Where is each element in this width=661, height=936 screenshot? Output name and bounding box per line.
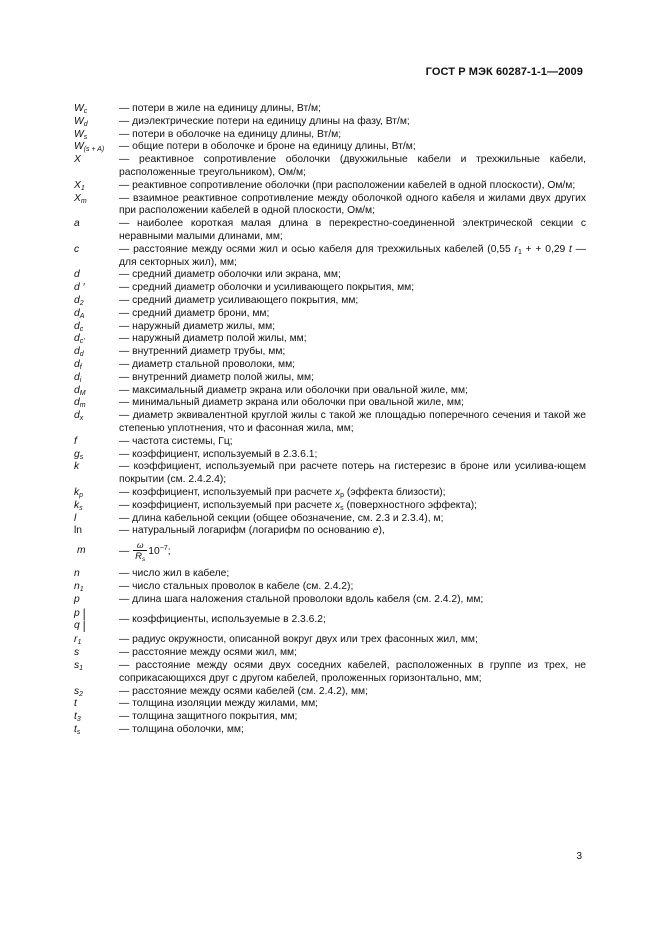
symbol-main: c bbox=[74, 243, 80, 255]
definition-row bbox=[74, 525, 586, 538]
symbol-main: d bbox=[74, 397, 80, 409]
definition-symbol bbox=[74, 487, 119, 500]
symbol-subscript: d bbox=[79, 351, 84, 359]
definition-text: — коэффициент, используемый при расчете $x_s$ (поверхностного эффекта); bbox=[119, 499, 478, 512]
definition-symbol bbox=[74, 724, 119, 737]
definition-symbol bbox=[74, 525, 119, 538]
definition-symbol bbox=[74, 308, 119, 321]
definition-symbol bbox=[74, 141, 119, 154]
definition-text: — наружный диаметр жилы, мм; bbox=[119, 320, 276, 332]
definition-symbol bbox=[74, 372, 119, 385]
symbol-main: m bbox=[77, 545, 86, 557]
definition-symbol bbox=[74, 385, 119, 398]
symbol-subscript: 1 bbox=[80, 184, 85, 192]
definition-row bbox=[74, 372, 586, 385]
symbol-main: l bbox=[74, 512, 77, 524]
symbol-subscript: 1 bbox=[79, 665, 84, 673]
definition-symbol bbox=[74, 513, 119, 526]
definition-text: — расстояние между осями жил и осью кабеля для трехжильных кабелей (0,55 $r_1$ + + 0,29 t — для секторных жил), мм; bbox=[119, 243, 586, 268]
symbol-main: d bbox=[74, 294, 80, 306]
symbol-subscript: f bbox=[79, 363, 82, 371]
symbol-main: d bbox=[74, 333, 80, 345]
definition-row bbox=[74, 321, 586, 334]
symbol-subscript: c bbox=[79, 325, 84, 333]
definition-row bbox=[74, 698, 586, 711]
symbol-subscript: 2 bbox=[79, 299, 84, 307]
definition-symbol bbox=[74, 129, 119, 142]
definition-row bbox=[74, 500, 586, 513]
symbol-main: r bbox=[74, 634, 78, 646]
symbol-main: n bbox=[74, 568, 80, 580]
symbol-subscript: M bbox=[79, 389, 86, 397]
definition-row bbox=[74, 541, 586, 562]
definition-symbol bbox=[74, 154, 119, 167]
definition-text: — число стальных проволок в кабеле (см. 2.4.2); bbox=[119, 580, 354, 592]
definition-symbol bbox=[74, 103, 119, 116]
definition-text: — потери в оболочке на единицу длины, Вт/м; bbox=[119, 128, 342, 140]
symbol-main: d bbox=[74, 384, 80, 396]
definition-row bbox=[74, 449, 586, 462]
definition-text: — частота системы, Гц; bbox=[119, 435, 233, 447]
definition-symbol bbox=[74, 180, 119, 193]
definition-symbol bbox=[74, 698, 119, 711]
definition-row bbox=[74, 244, 586, 270]
definition-symbol bbox=[74, 594, 119, 607]
fraction-numerator: ω bbox=[136, 540, 144, 551]
definition-symbol bbox=[74, 295, 119, 308]
definition-row bbox=[74, 647, 586, 660]
definition-text: — коэффициент, используемый при расчете потерь на гистерезис в броне или усилива-ющем покрытии (см. 2.4.2.4); bbox=[119, 461, 586, 486]
fraction bbox=[133, 541, 147, 562]
symbol-main: W bbox=[74, 103, 84, 114]
definition-row bbox=[74, 295, 586, 308]
definition-text: — $\frac{\omega}{R_s}$ $10^{-7}$; bbox=[119, 540, 171, 564]
definition-text: — число жил в кабеле; bbox=[119, 568, 230, 580]
definition-symbol bbox=[74, 346, 119, 359]
symbol-main: t bbox=[74, 724, 77, 736]
definition-text: — минимальный диаметр экрана или оболочки при овальной жиле, мм; bbox=[119, 397, 464, 409]
definition-text: — средний диаметр брони, мм; bbox=[119, 307, 270, 319]
definition-symbol bbox=[74, 410, 119, 423]
symbol-letter: p bbox=[74, 608, 80, 620]
definition-text: — внутренний диаметр трубы, мм; bbox=[119, 346, 286, 358]
definition-row bbox=[74, 660, 586, 686]
definition-text: — коэффициент, используемый в 2.3.6.1; bbox=[119, 448, 318, 460]
definition-symbol bbox=[74, 581, 119, 594]
symbol-group bbox=[74, 608, 119, 632]
definition-row bbox=[74, 346, 586, 359]
symbol-main: g bbox=[74, 448, 80, 460]
definition-text: — средний диаметр усиливающего покрытия, мм; bbox=[119, 294, 359, 306]
definition-symbol bbox=[74, 116, 119, 129]
symbol-subscript: 2 bbox=[79, 690, 84, 698]
symbol-subscript: 3 bbox=[76, 716, 81, 724]
symbol-main: s bbox=[74, 647, 80, 659]
definition-symbol bbox=[74, 660, 119, 673]
definition-row bbox=[74, 513, 586, 526]
symbol-main: d bbox=[74, 346, 80, 358]
definition-row bbox=[74, 581, 586, 594]
definition-row bbox=[74, 193, 586, 219]
symbol-subscript: s bbox=[79, 504, 83, 512]
definition-row bbox=[74, 594, 586, 607]
page-number: 3 bbox=[576, 851, 582, 862]
definition-text: — длина шага наложения стальной проволоки вдоль кабеля (см. 2.4.2), мм; bbox=[119, 593, 484, 605]
definition-symbol bbox=[74, 634, 119, 647]
definition-row bbox=[74, 686, 586, 699]
definition-text: — диэлектрические потери на единицу длины на фазу, Вт/м; bbox=[119, 115, 410, 127]
definition-text: — толщина изоляции между жилами, мм; bbox=[119, 698, 319, 710]
symbol-subscript: m bbox=[79, 402, 86, 410]
symbol-subscript: s bbox=[79, 453, 84, 461]
definition-row bbox=[74, 154, 586, 180]
definition-row bbox=[74, 116, 586, 129]
symbol-main: k bbox=[74, 461, 80, 473]
definition-text: — наружный диаметр полой жилы, мм; bbox=[119, 333, 307, 345]
fraction-denominator-subscript: s bbox=[142, 556, 146, 564]
symbol-main: d bbox=[74, 358, 80, 370]
symbol-main: W bbox=[74, 115, 84, 127]
symbol-main: d ′ bbox=[74, 282, 85, 294]
definition-row bbox=[74, 711, 586, 724]
definition-row bbox=[74, 103, 586, 116]
definitions-list bbox=[74, 103, 586, 737]
symbol-subscript: s bbox=[76, 729, 81, 737]
symbol-main: W bbox=[74, 128, 84, 140]
symbol-main: s bbox=[74, 660, 80, 672]
definition-symbol bbox=[74, 500, 119, 513]
symbol-subscript: p bbox=[79, 491, 84, 499]
definition-row bbox=[74, 129, 586, 142]
symbol-main: ln bbox=[74, 525, 83, 537]
symbol-subscript: c′ bbox=[79, 338, 85, 346]
definition-symbol bbox=[74, 545, 119, 558]
definition-symbol bbox=[74, 244, 119, 257]
symbol-main: X bbox=[74, 179, 81, 191]
symbol-main: t bbox=[74, 698, 77, 710]
definition-text: — потери в жиле на единицу длины, Вт/м; bbox=[119, 103, 321, 114]
definition-symbol bbox=[74, 436, 119, 449]
definition-symbol bbox=[74, 269, 119, 282]
symbol-subscript: A bbox=[79, 312, 85, 320]
definition-row bbox=[74, 568, 586, 581]
definition-row bbox=[74, 180, 586, 193]
definition-text: — средний диаметр оболочки и усиливающего покрытия, мм; bbox=[119, 282, 415, 294]
fraction-denominator: $R_s$ bbox=[135, 551, 146, 564]
symbol-main: d bbox=[74, 371, 80, 383]
symbol-main: d bbox=[74, 307, 80, 319]
definition-text: — расстояние между осями кабелей (см. 2.4.2), мм; bbox=[119, 685, 368, 697]
definition-symbol bbox=[74, 568, 119, 581]
symbol-main: d bbox=[74, 269, 80, 281]
symbol-main: k bbox=[74, 499, 80, 511]
definition-symbol bbox=[74, 359, 119, 372]
definition-text: — толщина защитного покрытия, мм; bbox=[119, 711, 298, 723]
definition-text: — натуральный логарифм (логарифм по основанию e), bbox=[119, 525, 385, 537]
definition-symbol bbox=[74, 193, 119, 206]
definition-row bbox=[74, 218, 586, 244]
definition-text: — общие потери в оболочке и броне на единицу длины, Вт/м; bbox=[119, 141, 416, 153]
definition-row bbox=[74, 333, 586, 346]
definition-symbol bbox=[74, 608, 119, 632]
definition-row bbox=[74, 410, 586, 436]
definition-row bbox=[74, 461, 586, 487]
definition-text: — реактивное сопротивление оболочки (двухжильные кабели и трехжильные кабели, расположенные треугольником), Ом/м; bbox=[119, 154, 586, 178]
definition-row bbox=[74, 269, 586, 282]
symbol-main: X bbox=[74, 192, 81, 204]
definition-symbol bbox=[74, 647, 119, 660]
definition-row bbox=[74, 282, 586, 295]
definition-text: — диаметр эквивалентной круглой жилы с такой же площадью поперечного сечения и такой же степенью уплотнения, что и фасонная жила, мм; bbox=[119, 410, 586, 434]
definition-row bbox=[74, 724, 586, 737]
definition-row bbox=[74, 359, 586, 372]
symbol-subscript: (s + A) bbox=[83, 146, 105, 154]
definition-row bbox=[74, 385, 586, 398]
definition-symbol bbox=[74, 711, 119, 724]
definition-symbol bbox=[74, 218, 119, 231]
symbol-main: X bbox=[74, 154, 81, 166]
standard-header: ГОСТ Р МЭК 60287-1-1—2009 bbox=[425, 66, 583, 78]
symbol-subscript: i bbox=[79, 376, 82, 384]
definition-symbol bbox=[74, 449, 119, 462]
definition-text: — внутренний диаметр полой жилы, мм; bbox=[119, 371, 314, 383]
symbol-subscript: 1 bbox=[77, 639, 82, 647]
definition-symbol bbox=[74, 321, 119, 334]
definition-symbol bbox=[74, 461, 119, 474]
definition-row bbox=[74, 634, 586, 647]
symbol-subscript: 1 bbox=[79, 585, 84, 593]
symbol-main: d bbox=[74, 320, 80, 332]
definition-symbol bbox=[74, 333, 119, 346]
symbol-main: f bbox=[74, 435, 77, 447]
definition-row bbox=[74, 436, 586, 449]
symbol-main: d bbox=[74, 410, 80, 422]
definition-symbol bbox=[74, 397, 119, 410]
definition-text: — средний диаметр оболочки или экрана, мм; bbox=[119, 269, 341, 281]
definition-row bbox=[74, 397, 586, 410]
definition-symbol bbox=[74, 282, 119, 295]
exponent: −7 bbox=[159, 545, 168, 553]
symbol-subscript: x bbox=[79, 415, 84, 423]
definition-row bbox=[74, 308, 586, 321]
symbol-subscript: m bbox=[80, 197, 87, 205]
definition-text: — длина кабельной секции (общее обозначение, см. 2.3 и 2.3.4), м; bbox=[119, 512, 444, 524]
definition-symbol bbox=[74, 686, 119, 699]
definition-text: — коэффициент, используемый при расчете $x_p$ (эффекта близости); bbox=[119, 486, 446, 499]
symbol-main: p bbox=[74, 593, 80, 605]
definition-text: — коэффициенты, используемые в 2.3.6.2; bbox=[119, 614, 326, 626]
definition-text: — расстояние между осями жил, мм; bbox=[119, 647, 297, 659]
symbol-main: t bbox=[74, 711, 77, 723]
definition-text: — расстояние между осями двух соседних кабелей, расположенных в группе из трех, не соприкасающихся друг с другом кабелей, проложенных горизонтально, мм; bbox=[119, 660, 586, 684]
definition-row bbox=[74, 487, 586, 500]
symbol-subscript: s bbox=[83, 133, 88, 141]
symbol-main: n bbox=[74, 580, 80, 592]
symbol-subscript: d bbox=[83, 120, 88, 128]
definition-text: — максимальный диаметр экрана или оболочки при овальной жиле, мм; bbox=[119, 384, 468, 396]
definition-text: — наиболее короткая малая длина в перекрестно-соединенной электрической секции с неравными малыми длинами, мм; bbox=[119, 218, 586, 242]
definition-text: — диаметр стальной проволоки, мм; bbox=[119, 358, 296, 370]
definition-row bbox=[74, 608, 586, 632]
definition-row bbox=[74, 141, 586, 154]
symbol-main: a bbox=[74, 218, 80, 230]
definition-text: — реактивное сопротивление оболочки (при расположении кабелей в одной плоскости), Ом/м; bbox=[119, 179, 576, 191]
definition-text: — радиус окружности, описанной вокруг двух или трех фасонных жил, мм; bbox=[119, 634, 478, 646]
brace-mark: | bbox=[82, 607, 86, 622]
symbol-main: s bbox=[74, 685, 80, 697]
symbol-subscript: c bbox=[83, 108, 88, 115]
definition-text: — толщина оболочки, мм; bbox=[119, 724, 244, 736]
brace-mark: | bbox=[82, 619, 86, 634]
definition-text: — взаимное реактивное сопротивление между оболочкой одного кабеля и жилами двух других при расположении кабелей в одной плоскости, Ом/м; bbox=[119, 192, 586, 217]
symbol-main: W bbox=[74, 141, 84, 153]
symbol-main: k bbox=[74, 486, 80, 498]
symbol-letter: q bbox=[74, 620, 80, 632]
